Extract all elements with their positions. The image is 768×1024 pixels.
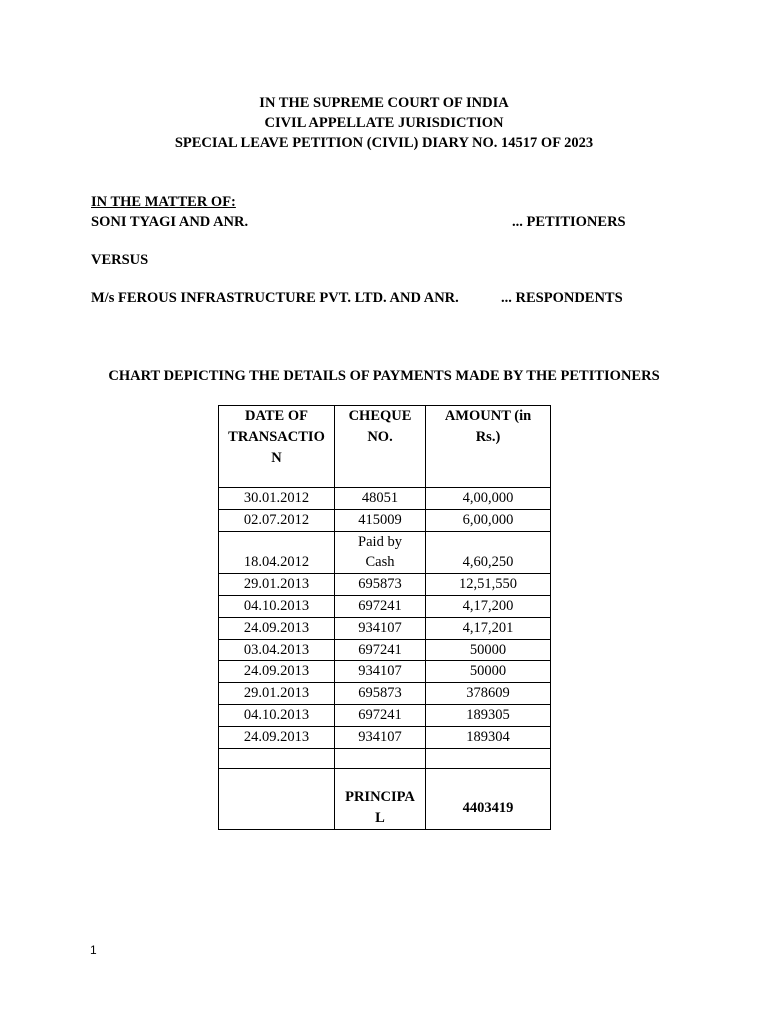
cell-cheque: 695873 — [335, 574, 426, 596]
cell-date: 30.01.2012 — [219, 488, 335, 510]
court-header — [0, 93, 768, 153]
respondent-name: M/s FEROUS INFRASTRUCTURE PVT. LTD. AND ANR. — [91, 290, 459, 306]
cell-empty — [219, 768, 335, 829]
petitioner-name: SONI TYAGI AND ANR. — [91, 214, 249, 230]
header-cheque-line: CHEQUE — [348, 408, 412, 424]
total-label — [335, 768, 426, 829]
table-row — [219, 726, 551, 748]
header-date-line: N — [271, 449, 282, 466]
cell-cheque-line: Paid by — [358, 533, 402, 550]
total-amount: 4403419 — [426, 768, 551, 829]
table-row-total — [219, 768, 551, 829]
table-header-row — [219, 406, 551, 488]
header-amount-line: Rs.) — [475, 428, 501, 445]
cell-cheque: 934107 — [335, 661, 426, 683]
cell-date: 24.09.2013 — [219, 617, 335, 639]
cell-amount: 4,00,000 — [426, 488, 551, 510]
cell-date: 04.10.2013 — [219, 595, 335, 617]
cell-date: 18.04.2012 — [219, 531, 335, 574]
cell-empty — [335, 748, 426, 768]
cell-date: 29.01.2013 — [219, 683, 335, 705]
respondent-role: ... RESPONDENTS — [501, 290, 623, 306]
cell-amount: 50000 — [426, 639, 551, 661]
cell-empty — [219, 748, 335, 768]
cell-amount: 6,00,000 — [426, 509, 551, 531]
table-row — [219, 531, 551, 574]
payments-table — [218, 405, 551, 830]
cell-empty — [426, 748, 551, 768]
table-row — [219, 595, 551, 617]
cell-date: 03.04.2013 — [219, 639, 335, 661]
cell-amount: 189304 — [426, 726, 551, 748]
petition-number: SPECIAL LEAVE PETITION (CIVIL) DIARY NO. 14517 OF 2023 — [174, 135, 594, 151]
header-date-line: TRANSACTIO — [228, 428, 325, 445]
cell-amount: 378609 — [426, 683, 551, 705]
cell-amount: 4,17,200 — [426, 595, 551, 617]
cell-cheque: 934107 — [335, 726, 426, 748]
table-row — [219, 617, 551, 639]
jurisdiction: CIVIL APPELLATE JURISDICTION — [264, 115, 504, 131]
header-cheque — [335, 406, 426, 488]
header-amount — [426, 406, 551, 488]
chart-heading: CHART DEPICTING THE DETAILS OF PAYMENTS MADE BY THE PETITIONERS — [108, 368, 660, 384]
table-row — [219, 509, 551, 531]
petitioner-role: ... PETITIONERS — [512, 214, 626, 230]
cell-cheque: 697241 — [335, 595, 426, 617]
cell-cheque: 697241 — [335, 704, 426, 726]
versus-label: VERSUS — [91, 252, 149, 268]
cell-amount: 4,60,250 — [426, 531, 551, 574]
total-label-line: L — [375, 809, 385, 826]
cell-cheque: 695873 — [335, 683, 426, 705]
matter-label: IN THE MATTER OF: — [91, 194, 236, 210]
table-row — [219, 704, 551, 726]
cell-amount: 12,51,550 — [426, 574, 551, 596]
cell-cheque: 415009 — [335, 509, 426, 531]
cell-cheque: 697241 — [335, 639, 426, 661]
cell-cheque: 48051 — [335, 488, 426, 510]
table-row — [219, 488, 551, 510]
cell-amount: 189305 — [426, 704, 551, 726]
total-label-line: PRINCIPA — [345, 788, 415, 805]
header-amount-line: AMOUNT (in — [444, 408, 532, 424]
cell-cheque-line: Cash — [365, 554, 395, 571]
header-cheque-line: NO. — [367, 428, 393, 445]
table-row — [219, 683, 551, 705]
page-number: 1 — [90, 943, 97, 957]
cell-cheque — [335, 531, 426, 574]
cell-date: 04.10.2013 — [219, 704, 335, 726]
cell-cheque: 934107 — [335, 617, 426, 639]
cell-amount: 50000 — [426, 661, 551, 683]
header-date-line: DATE OF — [245, 408, 308, 424]
cell-date: 02.07.2012 — [219, 509, 335, 531]
cell-date: 29.01.2013 — [219, 574, 335, 596]
cell-date: 24.09.2013 — [219, 726, 335, 748]
table-row — [219, 639, 551, 661]
table-row-empty — [219, 748, 551, 768]
header-date — [219, 406, 335, 488]
cell-date: 24.09.2013 — [219, 661, 335, 683]
cell-amount: 4,17,201 — [426, 617, 551, 639]
court-name: IN THE SUPREME COURT OF INDIA — [259, 95, 509, 111]
table-row — [219, 574, 551, 596]
table-row — [219, 661, 551, 683]
